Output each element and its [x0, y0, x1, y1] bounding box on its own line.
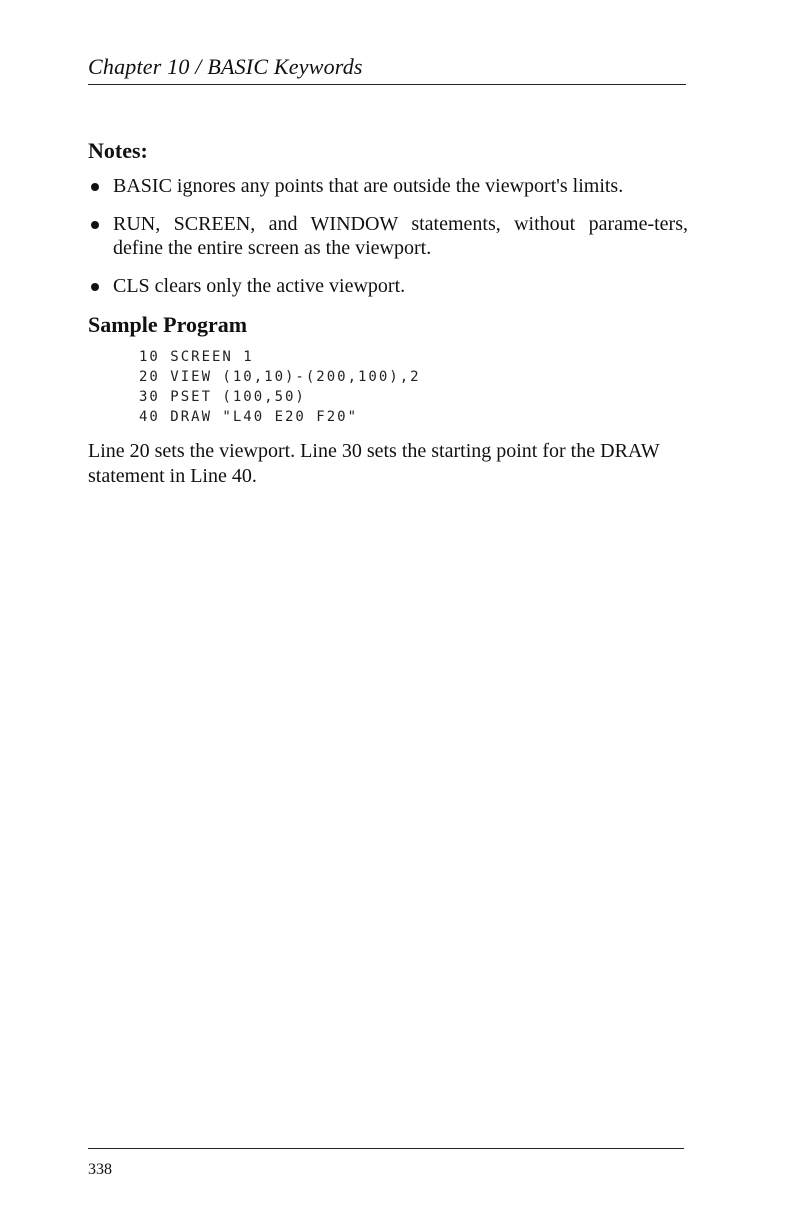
page-header	[88, 54, 686, 85]
code-line: 40 DRAW "L40 E20 F20"	[139, 409, 359, 425]
page-content	[88, 136, 688, 489]
sample-program-code	[139, 347, 688, 427]
page-number: 338	[88, 1161, 112, 1178]
code-line: 20 VIEW (10,10)-(200,100),2	[139, 369, 421, 385]
code-line: 30 PSET (100,50)	[139, 389, 306, 405]
program-description: Line 20 sets the viewport. Line 30 sets the starting point for the DRAW statement in Line 40.	[88, 440, 660, 487]
note-item: CLS clears only the active viewport.	[88, 274, 688, 298]
footer-divider	[88, 1148, 684, 1149]
code-line: 10 SCREEN 1	[139, 349, 254, 365]
note-item: BASIC ignores any points that are outside the viewport's limits.	[88, 174, 688, 198]
notes-heading: Notes:	[88, 138, 148, 163]
chapter-title: Chapter 10 / BASIC Keywords	[88, 54, 363, 79]
sample-program-heading: Sample Program	[88, 312, 248, 337]
note-item: RUN, SCREEN, and WINDOW statements, without parame-ters, define the entire screen as the viewport.	[88, 212, 688, 260]
notes-list	[88, 174, 688, 298]
